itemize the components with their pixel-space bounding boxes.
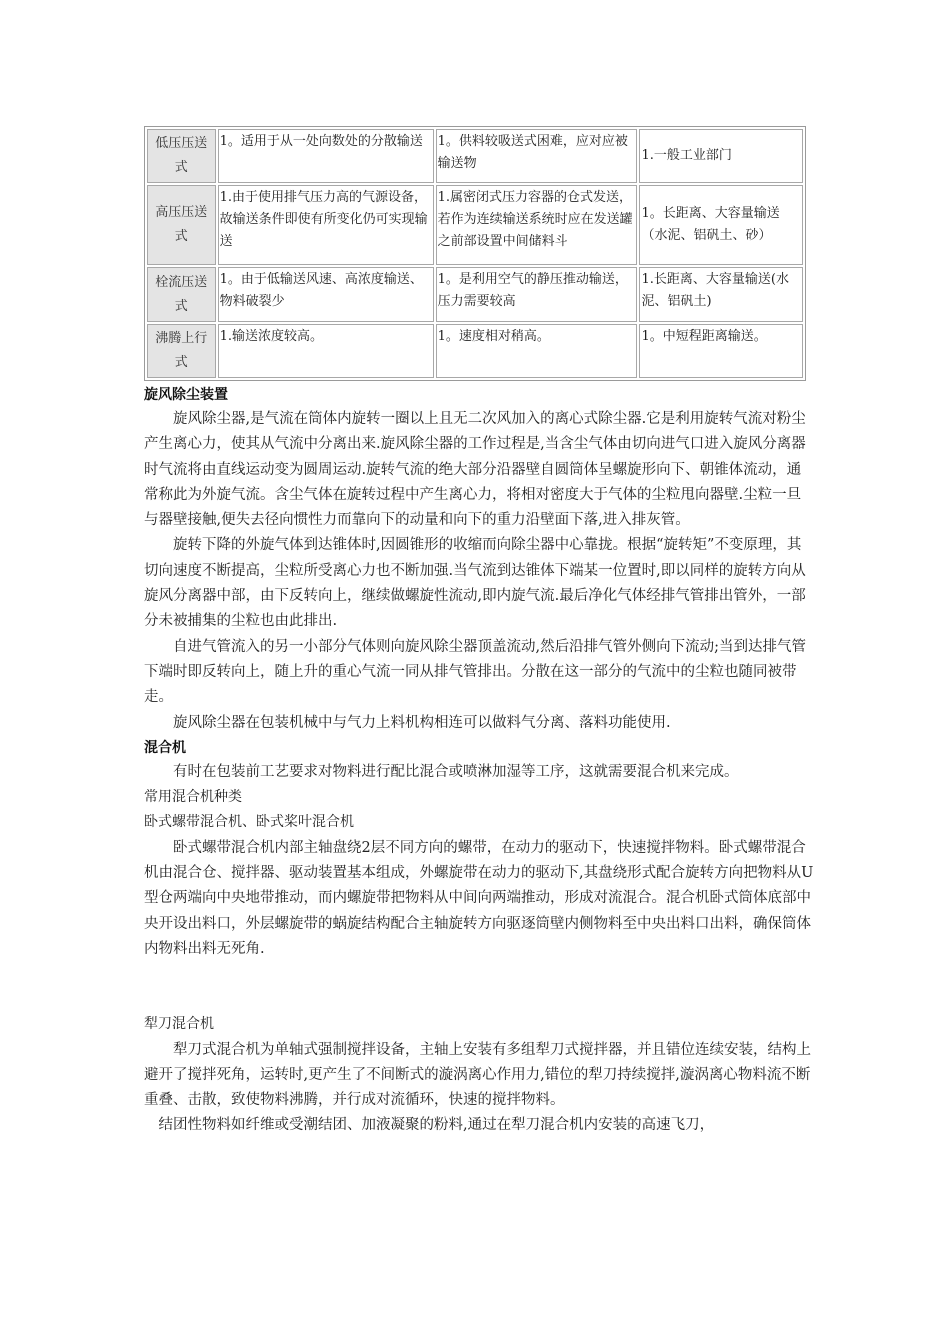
table-cell-type: 高压压送式 xyxy=(147,185,216,265)
table-cell-drawbacks: 1。速度相对稍高。 xyxy=(436,324,638,378)
table-cell-applications: 1。中短程距离输送。 xyxy=(639,324,803,378)
table-cell-features: 1。适用于从一处向数处的分散输送 xyxy=(218,129,434,183)
table-cell-drawbacks: 1。供料较吸送式困难，应对应被输送物 xyxy=(436,129,638,183)
table-row xyxy=(147,129,803,183)
paragraph: 旋风除尘器在包装机械中与气力上料机构相连可以做料气分离、落料功能使用. xyxy=(173,714,671,731)
paragraph: 旋风除尘器,是气流在筒体内旋转一圈以上且无二次风加入的离心式除尘器.它是利用旋转气流对粉尘产生离心力，使其从气流中分离出来.旋风除尘器的工作过程是,当含尘气体由切向进气口进入旋风分离器时气流将由直线运动变为圆周运动.旋转气流的绝大部分沿器壁自圆筒体呈螺旋形向下、朝锥体流动，通常称此为外旋气流。含尘气体在旋转过程中产生离心力，将相对密度大于气体的尘粒甩向器壁.尘粒一旦与器壁接触,便失去径向惯性力而靠向下的动量和向下的重力沿壁面下落,进入排灰管。 xyxy=(144,411,806,529)
subheading-plough-mixer: 犁刀混合机 xyxy=(144,1016,214,1033)
table-cell-drawbacks: 1。是利用空气的静压推动输送，压力需要较高 xyxy=(436,267,638,322)
table-cell-type: 栓流压送式 xyxy=(147,267,216,322)
table-cell-drawbacks: 1.属密闭式压力容器的仓式发送，若作为连续输送系统时应在发送罐之前部设置中间储料斗 xyxy=(436,185,638,265)
table-cell-features: 1。由于低输送风速、高浓度输送、物料破裂少 xyxy=(218,267,434,322)
paragraph: 自进气管流入的另一小部分气体则向旋风除尘器顶盖流动,然后沿排气管外侧向下流动;当到达排气管下端时即反转向上，随上升的重心气流一同从排气管排出。分散在这一部分的气流中的尘粒也随同被带走。 xyxy=(144,638,806,706)
subheading-horizontal-mixer: 卧式螺带混合机、卧式桨叶混合机 xyxy=(144,814,354,831)
section-heading-cyclone: 旋风除尘装置 xyxy=(144,387,228,403)
spacer xyxy=(144,962,814,1012)
table-cell-type: 低压压送式 xyxy=(147,129,216,183)
paragraph: 结团性物料如纤维或受潮结团、加液凝聚的粉料,通过在犁刀混合机内安装的高速飞刀， xyxy=(158,1117,715,1134)
paragraph: 旋转下降的外旋气体到达锥体时,因圆锥形的收缩而向除尘器中心靠拢。根据“旋转矩”不变原理，其切向速度不断提高，尘粒所受离心力也不断加强.当气流到达锥体下端某一位置时,即以同样的旋转方向从旋风分离器中部，由下反转向上，继续做螺旋性流动,即内旋气流.最后净化气体经排气管排出管外，一部分未被捕集的尘粒也由此排出. xyxy=(144,537,806,630)
table-row xyxy=(147,267,803,322)
body-text xyxy=(144,383,814,1139)
paragraph: 卧式螺带混合机内部主轴盘绕2层不同方向的螺带，在动力的驱动下，快速搅拌物料。卧式螺带混合机由混合仓、搅拌器、驱动装置基本组成，外螺旋带在动力的驱动下,其盘绕形式配合旋转方向把物料从U型仓两端向中央地带推动，而内螺旋带把物料从中间向两端推动，形成对流混合。混合机卧式筒体底部中央开设出料口，外层螺旋带的蜗旋结构配合主轴旋转方向驱逐筒壁内侧物料至中央出料口出料，确保筒体内物料出料无死角. xyxy=(144,839,814,957)
table-cell-features: 1.由于使用排气压力高的气源设备，故输送条件即使有所变化仍可实现输送 xyxy=(218,185,434,265)
subheading-mixer-types: 常用混合机种类 xyxy=(144,789,242,806)
paragraph: 有时在包装前工艺要求对物料进行配比混合或喷淋加湿等工序，这就需要混合机来完成。 xyxy=(173,763,739,780)
table-cell-applications: 1.长距离、大容量输送(水泥、铝矾土) xyxy=(639,267,803,322)
table-cell-type: 沸腾上行式 xyxy=(147,324,216,378)
table-cell-applications: 1。长距离、大容量输送（水泥、铝矾土、砂） xyxy=(639,185,803,265)
table-cell-features: 1.输送浓度较高。 xyxy=(218,324,434,378)
table-row xyxy=(147,324,803,378)
table-cell-applications: 1.一般工业部门 xyxy=(639,129,803,183)
conveying-methods-table xyxy=(144,126,806,381)
paragraph: 犁刀式混合机为单轴式强制搅拌设备，主轴上安装有多组犁刀式搅拌器，并且错位连续安装，结构上避开了搅拌死角，运转时,更产生了不间断式的漩涡离心作用力,错位的犁刀持续搅拌,漩涡离心物料流不断重叠、击散，致使物料沸腾，并行成对流循环，快速的搅拌物料。 xyxy=(144,1041,811,1109)
table-row xyxy=(147,185,803,265)
section-heading-mixer: 混合机 xyxy=(144,739,186,756)
